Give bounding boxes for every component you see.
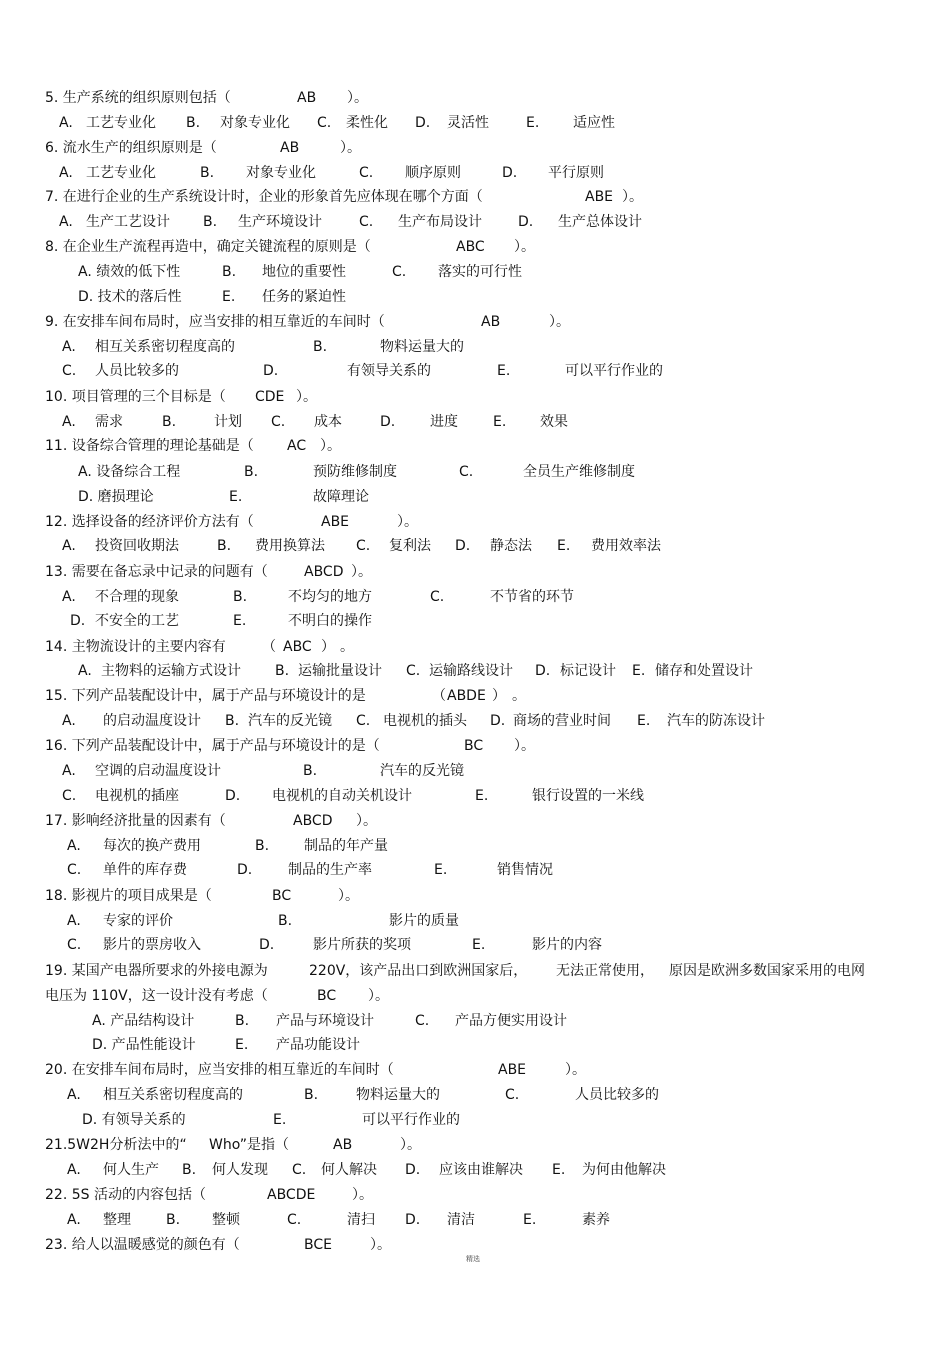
text-segment: 影片的内容 bbox=[532, 937, 602, 953]
text-line bbox=[0, 286, 950, 308]
text-segment: 需求 bbox=[95, 414, 123, 430]
text-line bbox=[0, 885, 950, 907]
text-segment: 银行设置的一米线 bbox=[532, 788, 644, 804]
text-line bbox=[0, 760, 950, 782]
text-segment: A. bbox=[62, 589, 76, 605]
text-segment: 对象专业化 bbox=[246, 165, 316, 181]
text-segment: 生产布局设计 bbox=[398, 214, 482, 230]
text-segment: 顺序原则 bbox=[405, 165, 461, 181]
text-segment: 13. 需要在备忘录中记录的问题有（ bbox=[45, 564, 268, 580]
text-segment: 生产工艺设计 bbox=[86, 214, 170, 230]
text-segment: 18. 影视片的项目成果是（ bbox=[45, 888, 212, 904]
text-segment: B. bbox=[200, 165, 215, 181]
text-segment: 物料运量大的 bbox=[380, 339, 464, 355]
text-line bbox=[0, 685, 950, 707]
text-segment: 汽车的防冻设计 bbox=[667, 713, 765, 729]
text-segment: 标记设计 bbox=[560, 663, 616, 679]
text-segment: 物料运量大的 bbox=[356, 1087, 440, 1103]
text-line bbox=[0, 910, 950, 932]
text-segment: B. bbox=[235, 1013, 250, 1029]
text-segment: 适应性 bbox=[573, 115, 615, 131]
text-line bbox=[0, 1159, 950, 1181]
text-line bbox=[0, 960, 950, 982]
text-line bbox=[0, 461, 950, 483]
text-segment: ）。 bbox=[400, 1137, 421, 1153]
text-segment: D. 产品性能设计 bbox=[92, 1037, 196, 1053]
text-segment: 生产环境设计 bbox=[238, 214, 322, 230]
text-line bbox=[0, 660, 950, 682]
text-segment: 汽车的反光镜 bbox=[380, 763, 464, 779]
text-segment: A. bbox=[62, 414, 76, 430]
text-segment: 制品的年产量 bbox=[304, 838, 388, 854]
text-segment: ABCD bbox=[304, 564, 344, 580]
text-segment: A. bbox=[78, 663, 92, 679]
text-segment: 。 bbox=[512, 688, 526, 704]
text-segment: 静态法 bbox=[490, 538, 532, 554]
text-segment: 预防维修制度 bbox=[313, 464, 397, 480]
text-segment: E. bbox=[233, 613, 247, 629]
text-segment: A. bbox=[62, 713, 76, 729]
text-line bbox=[0, 934, 950, 956]
text-segment: C. bbox=[459, 464, 474, 480]
text-segment: D. bbox=[518, 214, 534, 230]
text-segment: AC bbox=[287, 438, 307, 454]
text-segment: ）。 bbox=[320, 438, 341, 454]
text-segment: A. 产品结构设计 bbox=[92, 1013, 195, 1029]
text-segment: 落实的可行性 bbox=[438, 264, 522, 280]
text-segment: ）。 bbox=[338, 888, 359, 904]
text-segment: 清洁 bbox=[447, 1212, 475, 1228]
text-segment: B. bbox=[217, 538, 232, 554]
text-segment: BCE bbox=[304, 1237, 332, 1253]
text-segment: 成本 bbox=[314, 414, 342, 430]
text-segment: 制品的生产率 bbox=[288, 862, 372, 878]
text-segment: 工艺专业化 bbox=[86, 115, 156, 131]
text-segment: A. bbox=[59, 115, 73, 131]
text-segment: Who”是指（ bbox=[209, 1137, 290, 1153]
text-segment: D. 磨损理论 bbox=[78, 489, 154, 505]
text-segment: C. bbox=[67, 937, 82, 953]
text-segment: 费用换算法 bbox=[255, 538, 325, 554]
text-segment: BC bbox=[317, 988, 337, 1004]
text-line bbox=[0, 186, 950, 208]
text-segment: 12. 选择设备的经济评价方法有（ bbox=[45, 514, 254, 530]
text-segment: 整理 bbox=[103, 1212, 131, 1228]
text-segment: 影片所获的奖项 bbox=[313, 937, 411, 953]
text-line bbox=[0, 311, 950, 333]
text-segment: ） bbox=[492, 688, 506, 704]
text-line bbox=[0, 1134, 950, 1156]
text-segment: AB bbox=[297, 90, 317, 106]
text-segment: ）。 bbox=[622, 189, 643, 205]
text-segment: B. bbox=[225, 713, 240, 729]
text-line bbox=[0, 735, 950, 757]
text-segment: 汽车的反光镜 bbox=[248, 713, 332, 729]
text-segment: A. 绩效的低下性 bbox=[78, 264, 181, 280]
text-segment: D. bbox=[237, 862, 253, 878]
text-segment: D. 有领导关系的 bbox=[82, 1112, 186, 1128]
text-segment: 销售情况 bbox=[497, 862, 553, 878]
text-segment: 不明白的操作 bbox=[288, 613, 372, 629]
text-segment: A. bbox=[67, 1212, 81, 1228]
text-segment: 商场的营业时间 bbox=[513, 713, 611, 729]
text-segment: C. bbox=[505, 1087, 520, 1103]
text-segment: ）。 bbox=[340, 140, 361, 156]
text-segment: A. bbox=[59, 165, 73, 181]
text-segment: D. bbox=[225, 788, 241, 804]
text-line bbox=[0, 336, 950, 358]
text-segment: C. bbox=[415, 1013, 430, 1029]
text-segment: ）。 bbox=[368, 988, 389, 1004]
text-segment: 8. 在企业生产流程再造中，确定关键流程的原则是（ bbox=[45, 239, 371, 255]
text-segment: 工艺专业化 bbox=[86, 165, 156, 181]
text-line bbox=[0, 810, 950, 832]
text-segment: E. bbox=[222, 289, 236, 305]
text-segment: 电视机的插座 bbox=[95, 788, 179, 804]
text-segment: 相互关系密切程度高的 bbox=[95, 339, 235, 355]
text-segment: E. bbox=[434, 862, 448, 878]
text-segment: 相互关系密切程度高的 bbox=[103, 1087, 243, 1103]
text-segment: 21.5W2H分析法中的“ bbox=[45, 1137, 187, 1153]
text-segment: 计划 bbox=[214, 414, 242, 430]
text-segment: B. bbox=[233, 589, 248, 605]
text-line bbox=[0, 360, 950, 382]
text-segment: C. bbox=[292, 1162, 307, 1178]
text-segment: 整顿 bbox=[212, 1212, 240, 1228]
text-segment: ）。 bbox=[565, 1062, 586, 1078]
text-segment: E. bbox=[493, 414, 507, 430]
text-segment: ）。 bbox=[514, 239, 535, 255]
text-line bbox=[0, 112, 950, 134]
text-segment: （ bbox=[262, 639, 276, 655]
text-segment: 不节省的环节 bbox=[490, 589, 574, 605]
text-segment: BC bbox=[272, 888, 292, 904]
text-segment: 11. 设备综合管理的理论基础是（ bbox=[45, 438, 254, 454]
text-segment: D. 技术的落后性 bbox=[78, 289, 182, 305]
text-segment: 人员比较多的 bbox=[575, 1087, 659, 1103]
text-line bbox=[0, 211, 950, 233]
text-segment: A. bbox=[67, 1087, 81, 1103]
text-line bbox=[0, 859, 950, 881]
text-segment: B. bbox=[304, 1087, 319, 1103]
text-line bbox=[0, 1084, 950, 1106]
text-line bbox=[0, 261, 950, 283]
text-line bbox=[0, 511, 950, 533]
text-segment: ）。 bbox=[397, 514, 418, 530]
text-segment: ）。 bbox=[352, 1187, 373, 1203]
text-segment: 22. 5S 活动的内容包括（ bbox=[45, 1187, 206, 1203]
text-segment: B. bbox=[162, 414, 177, 430]
text-segment: 不安全的工艺 bbox=[95, 613, 179, 629]
text-segment: D. bbox=[405, 1162, 421, 1178]
text-segment: 的启动温度设计 bbox=[103, 713, 201, 729]
text-segment: ABCDE bbox=[267, 1187, 316, 1203]
text-segment: D. bbox=[380, 414, 396, 430]
text-segment: ）。 bbox=[347, 90, 368, 106]
text-segment: 灵活性 bbox=[447, 115, 489, 131]
page-footer: 精选 bbox=[466, 1255, 480, 1263]
text-segment: D. bbox=[415, 115, 431, 131]
text-line bbox=[0, 586, 950, 608]
text-segment: 产品与环境设计 bbox=[276, 1013, 374, 1029]
text-segment: 23. 给人以温暖感觉的颜色有（ bbox=[45, 1237, 240, 1253]
text-segment: ABDE bbox=[447, 688, 486, 704]
text-segment: E. bbox=[497, 363, 511, 379]
text-segment: 投资回收期法 bbox=[95, 538, 179, 554]
text-segment: D. bbox=[455, 538, 471, 554]
text-segment: C. bbox=[62, 788, 77, 804]
text-segment: ABE bbox=[585, 189, 614, 205]
text-segment: E. bbox=[475, 788, 489, 804]
text-line bbox=[0, 1209, 950, 1231]
text-segment: 复利法 bbox=[389, 538, 431, 554]
text-segment: E. bbox=[273, 1112, 287, 1128]
text-segment: 进度 bbox=[430, 414, 458, 430]
text-line bbox=[0, 1034, 950, 1056]
text-segment: 。 bbox=[340, 639, 354, 655]
text-line bbox=[0, 137, 950, 159]
text-segment: AB bbox=[481, 314, 501, 330]
text-segment: C. bbox=[62, 363, 77, 379]
text-line bbox=[0, 1184, 950, 1206]
text-segment: ）。 bbox=[514, 738, 535, 754]
text-segment: C. bbox=[406, 663, 421, 679]
text-segment: 主物料的运输方式设计 bbox=[101, 663, 241, 679]
text-segment: ABCD bbox=[293, 813, 333, 829]
text-segment: 7. 在进行企业的生产系统设计时，企业的形象首先应体现在哪个方面（ bbox=[45, 189, 483, 205]
text-segment: 全员生产维修制度 bbox=[523, 464, 635, 480]
text-segment: 可以平行作业的 bbox=[362, 1112, 460, 1128]
text-line bbox=[0, 87, 950, 109]
text-line bbox=[0, 561, 950, 583]
text-segment: AB bbox=[333, 1137, 353, 1153]
text-segment: B. bbox=[303, 763, 318, 779]
text-segment: 生产总体设计 bbox=[558, 214, 642, 230]
text-segment: 17. 影响经济批量的因素有（ bbox=[45, 813, 226, 829]
text-segment: CDE bbox=[255, 389, 285, 405]
text-segment: 15. 下列产品装配设计中，属于产品与环境设计的是 bbox=[45, 688, 366, 704]
text-line bbox=[0, 710, 950, 732]
text-segment: B. bbox=[166, 1212, 181, 1228]
text-line bbox=[0, 1010, 950, 1032]
text-segment: B. bbox=[278, 913, 293, 929]
text-segment: 产品方便实用设计 bbox=[455, 1013, 567, 1029]
text-segment: D. bbox=[502, 165, 518, 181]
text-segment: 地位的重要性 bbox=[262, 264, 346, 280]
text-segment: ABE bbox=[498, 1062, 527, 1078]
text-segment: 有领导关系的 bbox=[347, 363, 431, 379]
text-segment: 不合理的现象 bbox=[95, 589, 179, 605]
text-segment: D. bbox=[263, 363, 279, 379]
text-segment: 每次的换产费用 bbox=[103, 838, 201, 854]
text-line bbox=[0, 1059, 950, 1081]
text-segment: （ bbox=[432, 688, 446, 704]
text-segment: 对象专业化 bbox=[220, 115, 290, 131]
text-segment: C. bbox=[392, 264, 407, 280]
text-segment: B. bbox=[244, 464, 259, 480]
text-line bbox=[0, 985, 950, 1007]
text-segment: ABC bbox=[456, 239, 485, 255]
text-segment: 无法正常使用， bbox=[556, 963, 654, 979]
text-segment: 何人解决 bbox=[321, 1162, 377, 1178]
text-segment: A. bbox=[67, 838, 81, 854]
text-segment: C. bbox=[287, 1212, 302, 1228]
text-segment: B. bbox=[255, 838, 270, 854]
text-segment: ）。 bbox=[549, 314, 570, 330]
text-segment: 专家的评价 bbox=[103, 913, 173, 929]
text-segment: 任务的紧迫性 bbox=[262, 289, 346, 305]
text-segment: 10. 项目管理的三个目标是（ bbox=[45, 389, 226, 405]
text-segment: 单件的库存费 bbox=[103, 862, 187, 878]
text-segment: 5. 生产系统的组织原则包括（ bbox=[45, 90, 231, 106]
text-segment: 运输批量设计 bbox=[298, 663, 382, 679]
text-segment: A. bbox=[62, 763, 76, 779]
text-line bbox=[0, 535, 950, 557]
text-segment: 电视机的插头 bbox=[383, 713, 467, 729]
text-segment: C. bbox=[317, 115, 332, 131]
text-segment: 何人发现 bbox=[212, 1162, 268, 1178]
text-segment: ）。 bbox=[370, 1237, 391, 1253]
text-segment: E. bbox=[526, 115, 540, 131]
text-segment: 清扫 bbox=[347, 1212, 375, 1228]
text-segment: D. bbox=[259, 937, 275, 953]
text-segment: E. bbox=[523, 1212, 537, 1228]
text-segment: E. bbox=[637, 713, 651, 729]
text-segment: 费用效率法 bbox=[591, 538, 661, 554]
text-line bbox=[0, 1109, 950, 1131]
text-segment: 运输路线设计 bbox=[429, 663, 513, 679]
text-line bbox=[0, 435, 950, 457]
text-segment: B. bbox=[313, 339, 328, 355]
text-segment: C. bbox=[430, 589, 445, 605]
text-segment: 6. 流水生产的组织原则是（ bbox=[45, 140, 217, 156]
text-line bbox=[0, 636, 950, 658]
text-segment: 效果 bbox=[540, 414, 568, 430]
text-segment: ABE bbox=[321, 514, 350, 530]
text-segment: 产品功能设计 bbox=[276, 1037, 360, 1053]
text-segment: 20. 在安排车间布局时，应当安排的相互靠近的车间时（ bbox=[45, 1062, 394, 1078]
text-segment: C. bbox=[356, 538, 371, 554]
text-segment: D. bbox=[405, 1212, 421, 1228]
text-segment: BC bbox=[464, 738, 484, 754]
text-segment: 影片的质量 bbox=[389, 913, 459, 929]
text-segment: E. bbox=[229, 489, 243, 505]
text-segment: B. bbox=[275, 663, 290, 679]
text-line bbox=[0, 236, 950, 258]
text-segment: E. bbox=[552, 1162, 566, 1178]
text-segment: 何人生产 bbox=[103, 1162, 159, 1178]
text-segment: A. bbox=[67, 913, 81, 929]
text-segment: 影片的票房收入 bbox=[103, 937, 201, 953]
text-line bbox=[0, 486, 950, 508]
text-segment: A. 设备综合工程 bbox=[78, 464, 181, 480]
text-line bbox=[0, 1234, 950, 1256]
text-line bbox=[0, 835, 950, 857]
text-line bbox=[0, 386, 950, 408]
text-segment: 空调的启动温度设计 bbox=[95, 763, 221, 779]
text-segment: D. bbox=[535, 663, 551, 679]
text-line bbox=[0, 411, 950, 433]
text-segment: AB bbox=[280, 140, 300, 156]
text-segment: C. bbox=[359, 165, 374, 181]
text-segment: 应该由谁解决 bbox=[439, 1162, 523, 1178]
text-segment: 平行原则 bbox=[548, 165, 604, 181]
text-segment: D. bbox=[70, 613, 86, 629]
text-segment: 电压为 110V，这一设计没有考虑（ bbox=[45, 988, 268, 1004]
text-segment: B. bbox=[186, 115, 201, 131]
text-segment: 柔性化 bbox=[346, 115, 388, 131]
text-segment: 16. 下列产品装配设计中，属于产品与环境设计的是（ bbox=[45, 738, 380, 754]
text-segment: A. bbox=[62, 538, 76, 554]
text-segment: ）。 bbox=[356, 813, 377, 829]
text-line bbox=[0, 610, 950, 632]
text-segment: A. bbox=[59, 214, 73, 230]
text-segment: ）。 bbox=[351, 564, 372, 580]
text-segment: 不均匀的地方 bbox=[288, 589, 372, 605]
text-segment: B. bbox=[203, 214, 218, 230]
text-segment: 素养 bbox=[582, 1212, 610, 1228]
text-segment: ）。 bbox=[296, 389, 317, 405]
text-segment: E. bbox=[557, 538, 571, 554]
text-segment: B. bbox=[182, 1162, 197, 1178]
text-segment: 19. 某国产电器所要求的外接电源为 bbox=[45, 963, 268, 979]
text-segment: C. bbox=[271, 414, 286, 430]
text-segment: A. bbox=[62, 339, 76, 355]
text-segment: 14. 主物流设计的主要内容有 bbox=[45, 639, 226, 655]
text-segment: B. bbox=[222, 264, 237, 280]
text-segment: ） bbox=[321, 639, 335, 655]
text-segment: 可以平行作业的 bbox=[565, 363, 663, 379]
text-line bbox=[0, 785, 950, 807]
text-segment: C. bbox=[359, 214, 374, 230]
text-segment: 原因是欧洲多数国家采用的电网 bbox=[669, 963, 865, 979]
text-segment: 9. 在安排车间布局时，应当安排的相互靠近的车间时（ bbox=[45, 314, 385, 330]
text-segment: 220V，该产品出口到欧洲国家后， bbox=[309, 963, 528, 979]
text-segment: A. bbox=[67, 1162, 81, 1178]
text-line bbox=[0, 162, 950, 184]
text-segment: 储存和处置设计 bbox=[655, 663, 753, 679]
text-segment: 人员比较多的 bbox=[95, 363, 179, 379]
text-segment: 电视机的自动关机设计 bbox=[272, 788, 412, 804]
text-segment: C. bbox=[67, 862, 82, 878]
text-segment: 为何由他解决 bbox=[582, 1162, 666, 1178]
text-segment: E. bbox=[472, 937, 486, 953]
text-segment: C. bbox=[356, 713, 371, 729]
text-segment: D. bbox=[490, 713, 506, 729]
text-segment: E. bbox=[632, 663, 646, 679]
text-segment: ABC bbox=[283, 639, 312, 655]
text-segment: 故障理论 bbox=[313, 489, 369, 505]
text-segment: E. bbox=[235, 1037, 249, 1053]
